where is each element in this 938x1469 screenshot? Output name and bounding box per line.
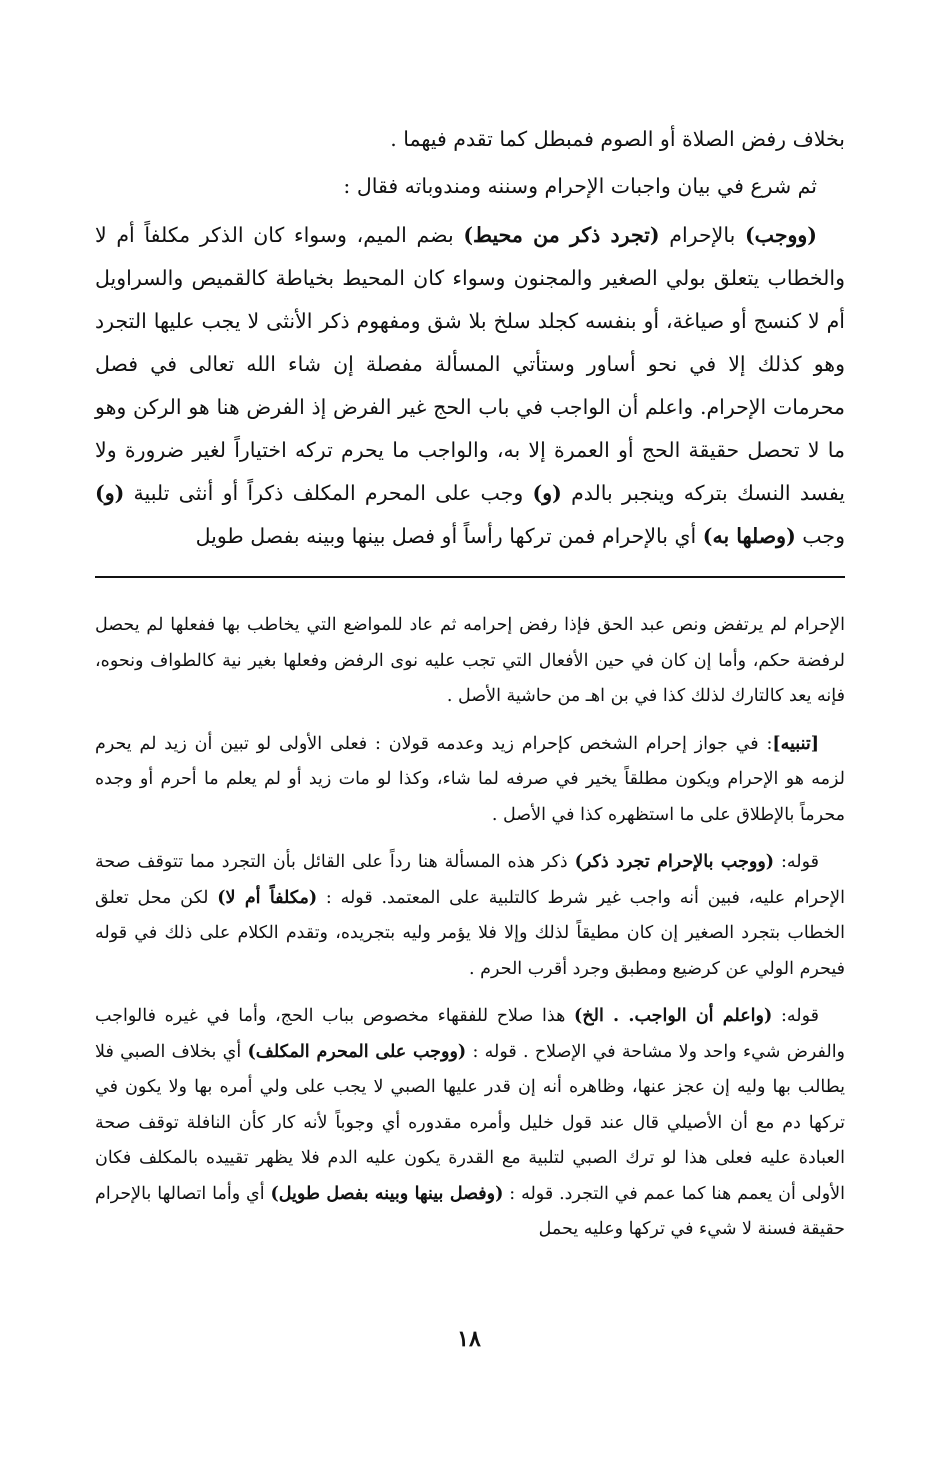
bold-phrase: (واعلم أن الواجب. . الخ) <box>574 1006 773 1026</box>
footnote-paragraph-2 <box>95 727 845 834</box>
text-run: بالإحرام <box>659 223 745 247</box>
bold-phrase: [تنبيه] <box>772 733 819 754</box>
main-line-1: بخلاف رفض الصلاة أو الصوم فمبطل كما تقدم فيهما . <box>390 127 845 151</box>
bold-phrase: (ووجب) <box>744 223 817 247</box>
bold-phrase: (و) <box>532 481 562 505</box>
text-run: أي بالإحرام فمن تركها رأساً أو فصل بينها وبينه بفصل طويل <box>195 524 703 548</box>
footnote-paragraph-1: الإحرام لم يرتفض ونص عبد الحق فإذا رفض إحرامه ثم عاد للمواضع التي يخاطب بها ففعلها لم يحصل لرفضة حكم، وأما إن كان في حين الأفعال التي تجب عليه نوى الرفض وفعلها بغير نية كالطواف ونحوه، فإنه يعد كالتارك لذلك كذا في بن اهـ من حاشية الأصل . <box>95 615 845 706</box>
text-run: وجب <box>795 524 845 548</box>
footnote-paragraph-4 <box>95 999 845 1248</box>
text-run: هذا صلاح للفقهاء مخصوص بباب الحج، وأما في غيره فالواجب والفرض شيء واحد ولا مشاحة في الإصلاح . قوله : <box>95 1006 846 1062</box>
footnote-paragraph-3 <box>95 845 845 987</box>
text-run: لكن محل تعلق الخطاب بتجرد الصغير إن كان مطيقاً لذلك وإلا فلا يؤمر وليه بتجريده، وتقدم الكلام على ذلك في قوله فيحرم الولي عن كرضيع ومطبق وجرد أقرب الحرم . <box>95 887 845 979</box>
text-run: قوله: <box>774 852 819 872</box>
text-run: أي بخلاف الصبي فلا يطالب بها وليه إن عجز عنها، وظاهره أنه إن قدر عليها الصبي لا يجب على ولي أمره بها ولا يكون في تركها دم مع أن الأصيلي قال عند قول خليل وأمره مقدوره أي وجوباً لأنه كار كأن النافلة توقف صحة العبادة عليه فعلى هذا لو ترك الصبي لتلبية مع القدرة يكون عليه الدم فلا يظهر تقييده بالمكلف فكان الأولى أن يعمم هنا كما عمم في التجرد. قوله : <box>95 1041 845 1204</box>
bold-phrase: (وصلها به) <box>702 524 796 548</box>
bold-phrase: (تجرد ذكر من محيط) <box>463 223 660 247</box>
text-run: قوله: <box>772 1006 819 1026</box>
text-run: بضم الميم، وسواء كان الذكر مكلفاً أم لا والخطاب يتعلق بولي الصغير والمجنون وسواء كان المحيط بخياطة كالقميص والسراويل أم لا كنسج أو صياغة، أو بنفسه كجلد سلخ بلا شق ومفهوم ذكر الأنثى لا يجب عليها التجرد وهو كذلك إلا في نحو أساور وستأتي المسألة مفصلة إن شاء الله تعالى في فصل محرمات الإحرام. واعلم أن الواجب في باب الحج غير الفرض إذ الفرض هنا هو الركن وهو ما لا تحصل حقيقة الحج أو العمرة إلا به، والواجب ما يحرم تركه اختياراً لغير ضرورة ولا يفسد النسك بتركه وينجبر بالدم <box>95 223 846 505</box>
text-run: ذكر هذه المسألة هنا رداً على القائل بأن التجرد مما تتوقف صحة الإحرام عليه، فبين أنه واجب غير شرط كالتلبية على المعتمد. قوله : <box>95 852 845 908</box>
bold-phrase: (ووجب على المحرم المكلف) <box>247 1041 467 1062</box>
footnote-divider <box>95 576 845 578</box>
main-text <box>95 118 845 564</box>
main-paragraph <box>95 214 845 558</box>
bold-phrase: (مكلفاً أم لا) <box>217 887 318 908</box>
footnotes-section <box>95 608 845 1260</box>
bold-phrase: (ووجب بالإحرام تجرد ذكر) <box>574 852 775 872</box>
text-run: أي وأما اتصالها بالإحرام حقيقة فسنة لا شيء في تركها وعليه يحمل <box>95 1183 845 1239</box>
main-line-2: ثم شرع في بيان واجبات الإحرام وسننه ومندوباته فقال : <box>343 174 817 198</box>
text-run: : في جواز إحرام الشخص كإحرام زيد وعدمه قولان : فعلى الأولى لو تبين أن زيد لم يحرم لزمه هو الإحرام ويكون مطلقاً يخير في صرفه لما شاء، وكذا لو مات زيد أو لم يعلم ما أحرم أو وجده محرماً بالإطلاق على ما استظهره كذا في الأصل . <box>95 733 845 825</box>
bold-phrase: (وفصل بينها وبينه بفصل طويل) <box>270 1183 504 1204</box>
page-number: ١٨ <box>457 1326 481 1352</box>
text-run: وجب على المحرم المكلف ذكراً أو أنثى تلبية <box>124 481 533 505</box>
bold-phrase: (و) <box>95 481 125 505</box>
